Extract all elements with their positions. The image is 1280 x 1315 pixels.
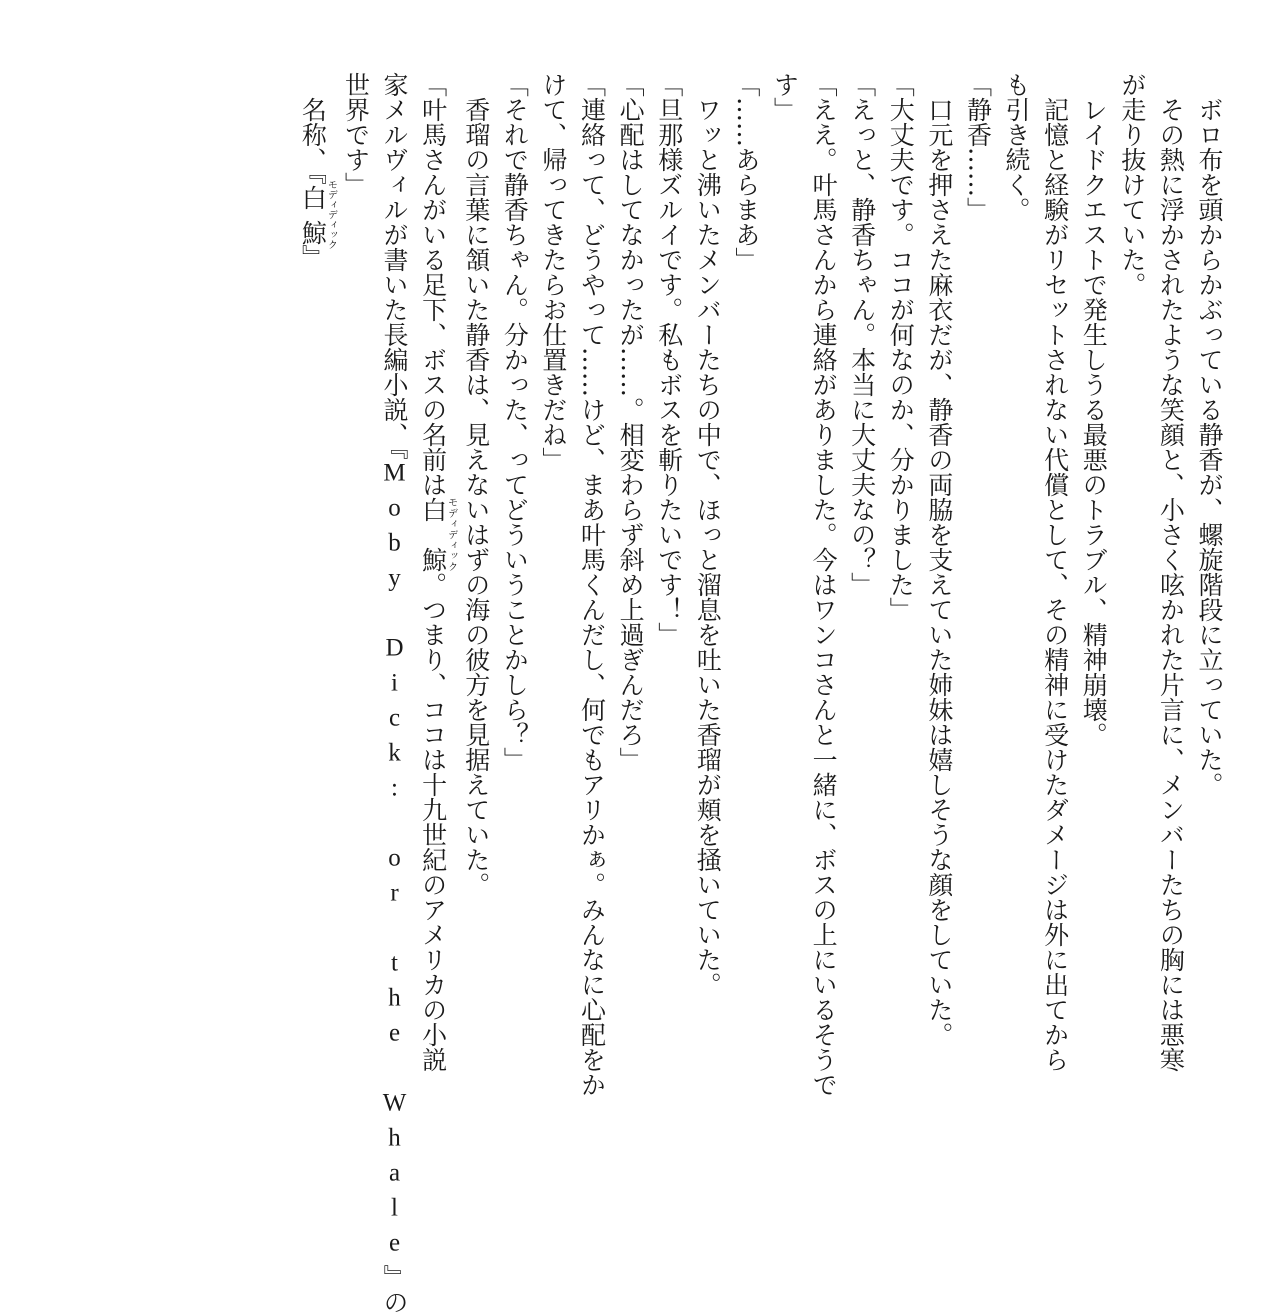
text-line: ボロ布を頭からかぶっている静香が、螺旋階段に立っていた。 — [1195, 97, 1224, 797]
text-segment: 名称、『 — [298, 97, 328, 185]
text-segment: 』 — [298, 244, 328, 270]
text-line: が走り抜けていた。 — [1117, 72, 1147, 297]
text-line-with-ruby — [413, 72, 457, 1072]
text-line: 「……あらまあ」 — [731, 72, 761, 272]
text-line: も引き続く。 — [1002, 72, 1032, 222]
text-line-with-ruby — [293, 72, 336, 1032]
text-segment: 「叶馬さんがいる足下、ボスの名前は — [418, 72, 448, 497]
ruby-reading: モディディック — [325, 179, 337, 250]
ruby-annotation: 白鯨モディディック — [298, 179, 337, 250]
text-line: 「連絡って、どうやって……けど、まあ叶馬くんだし、何でもアリかぁ。みんなに心配をか — [577, 72, 607, 1097]
ruby-reading: モディディック — [445, 497, 457, 572]
ruby-annotation: 白 鯨モディディック — [418, 497, 457, 572]
latin-book-title: Moby Dick: or the Whale — [381, 459, 409, 1265]
text-line: ワッと沸いたメンバーたちの中で、ほっと溜息を吐いた香瑠が頬を掻いていた。 — [693, 97, 723, 997]
text-line: 世界です」 — [341, 72, 371, 197]
text-line: 口元を押さえた麻衣だが、静香の両脇を支えていた姉妹は嬉しそうな顔をしていた。 — [924, 97, 954, 1047]
vertical-text-body — [48, 72, 1228, 1315]
text-line: 「ええ。叶馬さんから連絡がありました。今はワンコさんと一緒に、ボスの上にいるそうで — [809, 72, 839, 1097]
text-segment: 家メルヴィルが書いた長編小説、『 — [380, 72, 410, 460]
text-line: その熱に浮かされたような笑顔と、小さく呟かれた片言に、メンバーたちの胸には悪寒 — [1156, 97, 1186, 1072]
text-line: 「大丈夫です。ココが何なのか、分かりました」 — [886, 72, 916, 622]
text-line: 香瑠の言葉に頷いた静香は、見えないはずの海の彼方を見据えていた。 — [461, 97, 491, 897]
text-line: けて、帰ってきたらお仕置きだね」 — [538, 72, 568, 472]
text-line: す」 — [770, 72, 800, 122]
text-segment: 』の — [380, 1264, 410, 1315]
text-line: 記憶と経験がリセットされない代償として、その精神に受けたダメージは外に出てから — [1040, 97, 1070, 1072]
text-line: 「心配はしてなかったが……。相変わらず斜め上過ぎんだろ」 — [616, 72, 646, 772]
text-line: 「えっと、静香ちゃん。本当に大丈夫なの？」 — [847, 72, 877, 597]
text-line: レイドクエストで発生しうる最悪のトラブル、精神崩壊。 — [1079, 97, 1109, 747]
text-line: 「それで静香ちゃん。分かった、ってどういうことかしら？」 — [500, 72, 530, 772]
text-line: 「旦那様ズルイです。私もボスを斬りたいです！」 — [654, 72, 684, 647]
text-line: 「静香……」 — [963, 72, 993, 222]
text-segment: 。つまり、ココは十九世紀のアメリカの小説 — [418, 572, 448, 1072]
text-line-with-title — [374, 72, 413, 1315]
